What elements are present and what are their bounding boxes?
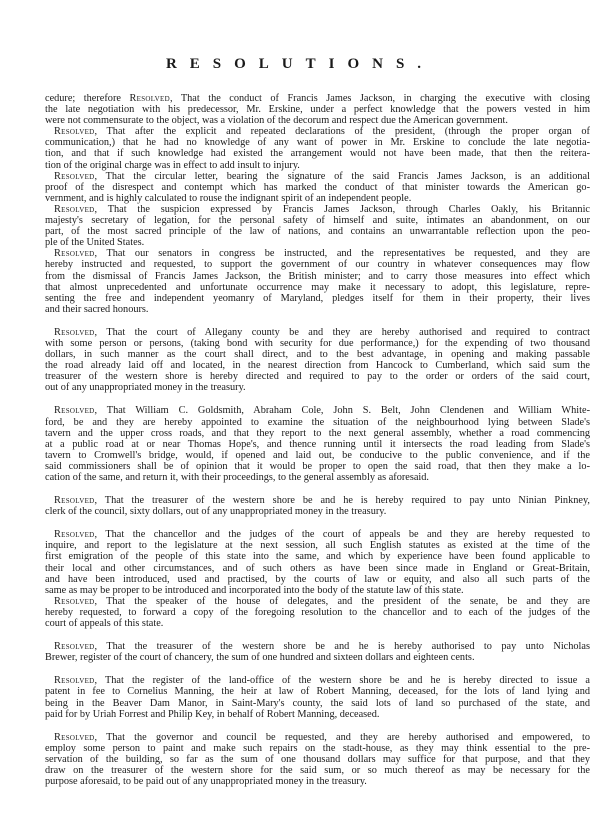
text-line: majesty's secretary of legation, for the personal safety of himself and suite, intimates an abandonment, on our (45, 215, 590, 227)
text-line: purpose aforesaid, to be paid out of any unappropriated money in the treasury. (45, 776, 367, 788)
text-line: communication,) that he had no knowledge of any want of power in Mr. Erskine to conclude the late negotia- (45, 137, 590, 149)
text-line: ple of the United States. (45, 237, 145, 249)
text-line: tavern to Cromwell's bridge, would, if opened and laid out, be conducive to the public convenience, and if the (45, 449, 590, 461)
resolution-paragraph (45, 327, 590, 394)
resolved-keyword: Resolved (54, 248, 95, 260)
text-line: and their sacred honours. (45, 303, 149, 315)
text-line: tion, and that if such knowledge had existed the arrangement would not have been made, that then the reitera- (45, 148, 590, 160)
text-line: Resolved, That the register of the land-office of the western shore be and he is hereby directed to issue a (54, 675, 590, 687)
document-body (45, 93, 590, 787)
resolution-paragraph (45, 204, 590, 248)
resolved-keyword: Resolved (54, 675, 95, 687)
resolved-keyword: Resolved (54, 326, 95, 338)
text-line: hereby requested, to forward a copy of the foregoing resolution to the chancellor and to each of the judges of the (45, 606, 590, 618)
text-line: Resolved, That the chancellor and the judges of the court of appeals be and they are hereby requested to (54, 529, 590, 541)
text-line: being in the Beaver Dam Manor, in Saint-Mary's county, the said lots of land so purchased of the state, and (45, 697, 590, 709)
text-line: Brewer, register of the court of chancery, the sum of one hundred and sixteen dollars and eighteen cents. (45, 652, 475, 664)
text-line: senting the free and independent yeomanry of Maryland, pledges itself for them in their property, their lives (45, 292, 590, 304)
text-line: vernment, and is highly calculated to rouse the indignant spirit of an independent people. (45, 192, 412, 204)
text-line: patent in fee to Cornelius Manning, the heir at law of Robert Manning, deceased, for the lots of land lying and (45, 686, 590, 698)
resolved-keyword: Resolved (54, 641, 95, 653)
text-line: employ some person to paint and make such repairs on the stadt-house, as they may think essential to the pre- (45, 742, 590, 754)
resolved-keyword: Resolved (54, 595, 95, 607)
text-line: and have been introduced, used and practised, by the courts of law or equity, and also all such parts of the (45, 573, 590, 585)
text-line: Resolved, That our senators in congress be instructed, and the representatives be requested, and they are (54, 248, 590, 260)
text-line: the late negotiation with his predecessor, Mr. Erskine, under a perfect knowledge that the powers vested in him (45, 104, 590, 116)
resolution-paragraph (45, 641, 590, 663)
resolved-keyword: Resolved (54, 495, 95, 507)
text-line: ford, be and they are hereby appointed to examine the situation of the neighbourhood lying between Slade's (45, 416, 590, 428)
page-title: RESOLUTIONS. (165, 56, 435, 72)
text-line: out of any unappropriated money in the treasury. (45, 382, 246, 394)
text-line: court of appeals of this state. (45, 618, 164, 630)
text-line: servation of the building, so far as the sum of one thousand dollars may suffice for that purpose, and that they (45, 753, 590, 765)
text-line: that almost unprecedented and unfortunate occurrence may make it necessary to adopt, this legislature, repre- (45, 281, 590, 293)
resolved-keyword: Resolved (54, 126, 95, 138)
resolved-keyword: Resolved (54, 405, 95, 417)
text-line: at a public road at or near Thomas Hope's, and thence running until it intersects the road leading from Slade's (45, 438, 590, 450)
resolved-keyword: Resolved (129, 93, 170, 104)
text-line: cation of the same, and return it, with their proceedings, to the general assembly as aforesaid. (45, 472, 430, 483)
text-line: with some person or persons, (taking bond with security for due performance,) for the expending of two thousand (45, 337, 590, 349)
text-line: first emigration of the people of this state into the same, and which by experience have been found applicable to (45, 551, 590, 563)
text-line: Resolved, That the speaker of the house of delegates, and the president of the senate, be and they are (54, 595, 590, 607)
text-line: draw on the treasurer of the western shore for the said sum, or so much thereof as may be necessary for the (45, 764, 590, 776)
resolution-paragraph (45, 732, 590, 787)
resolution-paragraph (45, 93, 590, 126)
text-line: tavern and the upper cross roads, and that they report to the next general assembly, whether a road commencing (45, 427, 590, 439)
resolution-paragraph (45, 596, 590, 629)
text-line: part, of the most sacred principle of the law of nations, and contains an unwarrantable reflection upon the peo- (45, 226, 590, 238)
text-line: Resolved, That the suspicion expressed by Francis James Jackson, through Charles Oakly, his Britannic (54, 203, 590, 215)
text-line: cedure; therefore Resolved, That the conduct of Francis James Jackson, in charging the executive with closing (45, 93, 590, 104)
resolution-paragraph (45, 405, 590, 483)
resolution-paragraph (45, 171, 590, 204)
text-line: same as may be proper to be introduced and incorporated into the body of the statute law of this state. (45, 584, 464, 596)
text-line: Resolved, That the treasurer of the western shore be and he is hereby required to pay unto Ninian Pinkney, (54, 495, 590, 507)
text-line: Resolved, That the circular letter, bearing the signature of the said Francis James Jackson, is an additional (54, 170, 590, 182)
text-line: clerk of the council, sixty dollars, out of any unappropriated money in the treasury. (45, 506, 387, 518)
text-line: the road already laid off and located, in the nearest direction from Hancock to Cumberland, which said sum the (45, 360, 590, 372)
text-line: dollars, in such manner as the court shall direct, and to the best advantage, in opening and making passable (45, 349, 590, 361)
text-line: from the dismissal of Francis James Jackson, the British minister; and to carry those measures into effect which (45, 270, 590, 282)
text-line: paid for by Uriah Forrest and Philip Key, in behalf of Robert Manning, deceased. (45, 708, 380, 720)
text-line: Resolved, That William C. Goldsmith, Abraham Cole, John S. Belt, John Clendenen and William White- (54, 405, 590, 417)
resolution-paragraph (45, 126, 590, 170)
text-line: inquire, and report to the legislature at the next session, all such English statutes as existed at the time of the (45, 540, 590, 552)
text-line: Resolved, That the court of Allegany county be and they are hereby authorised and required to contract (54, 326, 590, 338)
text-line: treasurer of the western shore is hereby directed and required to pay to the order or orders of the said court, (45, 371, 590, 383)
text-line: were not commensurate to the object, was a violation of the decorum and respect due the American government. (45, 115, 508, 127)
text-line: Resolved, That the governor and council be requested, and they are hereby authorised and empowered, to (54, 731, 590, 743)
text-line: proof of the disrespect and contempt which has marked the conduct of that minister towards the American go- (45, 181, 590, 193)
resolved-keyword: Resolved (54, 529, 95, 541)
text-line: their local and other circumstances, and of such others as have been since made in England or Great-Britain, (45, 562, 590, 574)
resolution-paragraph (45, 495, 590, 517)
resolved-keyword: Resolved (54, 731, 95, 743)
resolved-keyword: Resolved (54, 170, 95, 182)
text-line: said commissioners shall be of opinion that it would be proper to open the said road, that then they make a lo- (45, 460, 590, 472)
text-line: tion of the original charge was in effect to add insult to injury. (45, 159, 300, 171)
resolved-keyword: Resolved (54, 203, 95, 215)
text-line: Resolved, That the treasurer of the western shore be and he is hereby authorised to pay unto Nicholas (54, 641, 590, 653)
text-line: hereby instructed and requested, to support the government of our country in whatever consequences may flow (45, 259, 590, 271)
resolution-paragraph (45, 529, 590, 596)
resolution-paragraph (45, 675, 590, 719)
text-line: Resolved, That after the explicit and repeated declarations of the president, (through the proper organ of (54, 126, 590, 138)
resolution-paragraph (45, 248, 590, 315)
